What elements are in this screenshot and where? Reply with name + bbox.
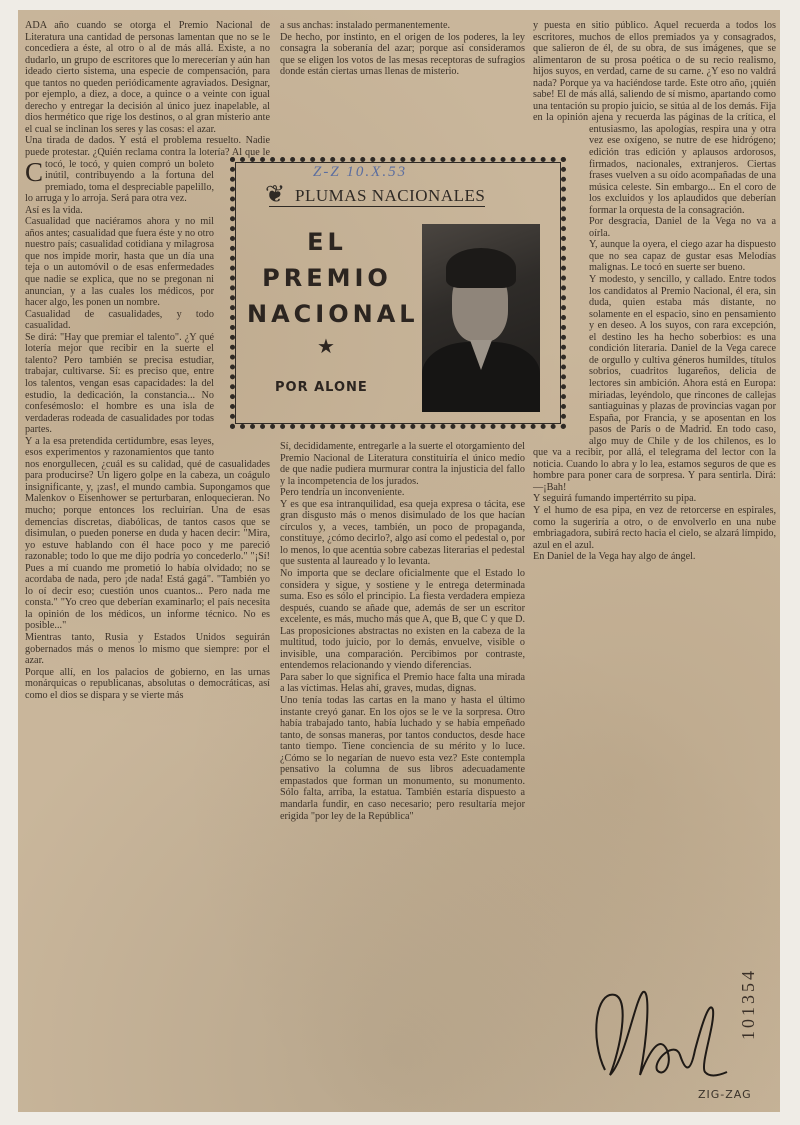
article-column-right xyxy=(533,20,776,563)
article-column-middle-lower xyxy=(280,441,525,822)
paragraph: De hecho, por instinto, en el origen de los poderes, la ley consagra la soberanía del azar; porque así consideramos que se eligen los votos de las mesas receptoras de sufragios donde están ciertas urnas llenas de misterio. xyxy=(280,31,525,78)
paragraph: Para saber lo que significa el Premio hace falta una mirada a las víctimas. Helas ahí, graves, mudas, dignas. xyxy=(280,671,525,695)
paragraph: Se dirá: "Hay que premiar el talento". ¿Y qué lotería mejor que recibir en la suerte el talento? Pero también se precisa estudiar, trabajar, cultivarse. Sí: es preciso que, entre los talentos, vengan esas capacidades: la del estudio, la dedicación, la constancia... No confesémoslo: el hombre es una isla de verdaderas rodeada de casualidades por todas partes. xyxy=(25,331,214,436)
paragraph: Y a la esa pretendida certidumbre, esas leyes, esos experimentos y razonamientos que tanto nos enorgullecen, ¿cuál es su calidad, qué de casualidades para producirse? Un ligero golpe en la cabeza, un coágulo insignificante, y, ¡zas!, el mundo cambia. Supongamos que Malenkov o Eisenhower se perturbaran, enloquecieran. No mucho; porque entonces los recluirían. Una de esas demencias discretas, diabólicas, de tantos casos que se disimulan, o pueden ponerse en duda y hacen decir: "Mira, yo estuve hablando con él hace poco y me pareció razonable; todo lo que me dijo podría yo concederlo." "¡Sí! Pues a mí cuando me prometió lo había olvidado; no se acordaba de nada, pero ¡de nada! Está gagá". "También yo lo oí decir eso; cuestión unos cuantos... Pero nada me consta." "Yo creo que deberían examinarlo; el país necesita la opinión de los médicos, un informe técnico. No es posible..." xyxy=(25,435,270,632)
headline-box xyxy=(230,157,566,429)
paragraph: Uno tenía todas las cartas en la mano y hasta el último instante creyó ganar. En los ojos se le ve la sorpresa. Otro había trabajado tanto, había luchado y se había empeñado tanto, de sonsas maneras, por tantos conductos, desde hace tanto tiempo. Tiene conciencia de su mérito y lo luce. ¿Cómo se lo negarían de nuevo esta vez? Este contempla pensativo la columna de sus libros adecuadamente empastados que forman un monumento, su monumento. Sólo falta, arriba, la estatua. También estaría dispuesto a mandarla fundir, en caso necesario; pero resultaría mejor erigida "por ley de la República" xyxy=(280,695,525,822)
headline: EL PREMIO NACIONAL xyxy=(247,228,419,328)
paragraph: Y modesto, y sencillo, y callado. Entre todos los candidatos al Premio Nacional, él era, sin duda, quien estaba más distante, no solamente en el espacio, sino en pensamiento y en deseo. A los suyos, con rara excepción, el destino les ha hecho soberbios: es una condición literaria. Daniel de la Vega carece de orgullo y cultiva géneros humildes, títulos sobrios, cuadritos lugareños, delicia de lectores sin ambición. Ahora está en Europa: miriadas, leyéndolo, que rincones de callejas santiaguinas y plazas de provincias vagan por España, por Francia, y se aposentan en los pasos de París o de Madrid. En todo caso, algo muy de Chile y de los chilenos, es lo que va a recibir, por allá, el telegrama del lector con la noticia. Cuando lo abra y lo lea, estamos seguros de que es hombre para poner cara de sorpresa. Y para sentirla. Dirá: —¡Bah! xyxy=(533,274,776,493)
paragraph: Por desgracia, Daniel de la Vega no va a oírla. xyxy=(589,216,776,239)
paragraph: Una tirada de dados. Y está el problema resuelto. Nadie puede protestar. ¿Quién reclama contra la lotería? Al que le tocó, le tocó, y quien compró un boleto inútil, contribuyendo a la fortuna del premiado, toma el despreciable papelillo, lo arruga y lo arroja. Será para otra vez. xyxy=(25,135,270,205)
paragraph: Pero tendría un inconveniente. xyxy=(280,487,405,499)
paragraph: Sí, decididamente, entregarle a la suerte el otorgamiento del Premio Nacional de Literatura constituiría el único medio de que nadie pudiera murmurar contra la injusticia del fallo y la incompetencia de los jurados. xyxy=(280,441,525,487)
paragraph: Y el humo de esa pipa, en vez de retorcerse en espirales, como la sugeriría a otro, o de envolverlo en una nube embriagadora, subirá recto hacia el cielo, se alzará límpido, azul en el azul. xyxy=(533,504,776,551)
drop-cap: C xyxy=(25,157,44,187)
article-column-middle-top xyxy=(280,20,525,78)
paragraph: En Daniel de la Vega hay algo de ángel. xyxy=(533,551,696,563)
star-icon: ★ xyxy=(317,336,335,358)
handwritten-date-note: Z-Z 10.X.53 xyxy=(313,164,408,180)
paragraph: Casualidad que naciéramos ahora y no mil años antes; casualidad que fuera éste y no otro nuestro país; casualidad cotidiana y milagrosa que nos impide morir, hasta que un día una teja o un automóvil o de esas enfermedades que nadie se explica, que no se pregonan ni anuncian, y a las cuales los médicos, por hacer algo, les ponen un nombre. xyxy=(25,216,214,309)
paragraph: Y, aunque la oyera, el ciego azar ha dispuesto que no sea capaz de gustar esas Melodías malignas. Le tocó en suerte ser bueno. xyxy=(589,239,776,274)
publisher-label: ZIG-ZAG xyxy=(698,1088,752,1101)
paragraph: Casualidad de casualidades, y todo casualidad. xyxy=(25,308,214,332)
author-portrait xyxy=(422,224,540,412)
paragraph: a sus anchas: instalado permanentemente. xyxy=(280,20,451,31)
signature xyxy=(585,980,735,1090)
archive-number: 101354 xyxy=(738,968,758,1040)
paragraph: y puesta en sitio público. Aquel recuerda a todos los escritores, muchos de ellos premiados ya y consagrados, que salieron de él, de su obra, de sus imágenes, que se alimentaron de su prosa poética o de su recio realismo, hijos suyos, en verdad, carne de su carne. ¿Y eso no valdrá nada? Porque ya va haciéndose tarde. Este otro año, ¡quién sabe! El de más allá, saliendo de sí mismo, apartando como una tentación su propio juicio, se sitúa al de los demás. Fija en la opinión ajena y recuerda las páginas de la crítica, el entusiasmo, las apologías, respira una y otra vez ese oxígeno, se nutre de ese hidrógeno; edición tras edición y aplausos ardorosos, firmados, nacionales, extranjeros. Ciertas frases vuelven a su oído acompañadas de una música celeste. Sin embargo... En el coro de los excluidos y los aplaudidos que deberían formar la orquesta de la consagración. xyxy=(533,20,776,216)
byline: POR ALONE xyxy=(275,380,368,395)
paragraph: Y seguirá fumando impertérrito su pipa. xyxy=(533,493,697,505)
paragraph: Y es que esa intranquilidad, esa queja expresa o tácita, ese gran disgusto más o menos disimulado de los que hacían círculos y, a veces, también, un poco de propaganda, constituye, ¿cómo decirlo?, algo así como el pedestal o, por lo menos, lo que acentúa sobre cabezas literarias el pedestal que sustenta al laureado y lo levanta. xyxy=(280,498,525,568)
paragraph: Porque allí, en los palacios de gobierno, en las urnas monárquicas o republicanas, absolutas o democráticas, así como el dios se dispara y se vierte más xyxy=(25,666,270,701)
section-heading: ❦ PLUMAS NACIONALES xyxy=(265,182,486,208)
paragraph: Así es la vida. xyxy=(25,204,83,216)
paragraph: C ADA año cuando se otorga el Premio Nacional de Literatura una cantidad de personas lamentan que no se le concediera a éste, al otro o al de más allá. Existe, a no dudarlo, un grupo de escritores que lo merecerían y aún han ideado cierto sistema, una especie de compensación, para que tantos no queden periódicamente agraviados. Designar, por ejemplo, a diez, a doce, a quince o a veinte con igual derecho y entregar la decisión al único juez inapelable, al dios hermético que rige los destinos, o al gran misterio ante el cual se inclinan los seres y las cosas: el azar. xyxy=(25,20,270,187)
paragraph: No importa que se declare oficialmente que el Estado lo considera y sigue, y sostiene y le entrega determinada suma. Eso es sólo el principio. La fiesta verdadera empieza después, cuando se añade que, además de ser un escritor excelente, es más, mucho más que A, que B, que C y que D. Las proposiciones abstractas no existen en la cabeza de la multitud, todo juicio, por lo demás, envuelve, visible o invisible, una comparación. Percibimos por contraste, entendemos relacionando y viendo diferencias. xyxy=(280,568,526,672)
quill-ornament-icon: ❦ xyxy=(265,182,286,208)
paragraph: Mientras tanto, Rusia y Estados Unidos seguirán gobernados más o menos lo mismo que siempre: por el azar. xyxy=(25,631,270,667)
